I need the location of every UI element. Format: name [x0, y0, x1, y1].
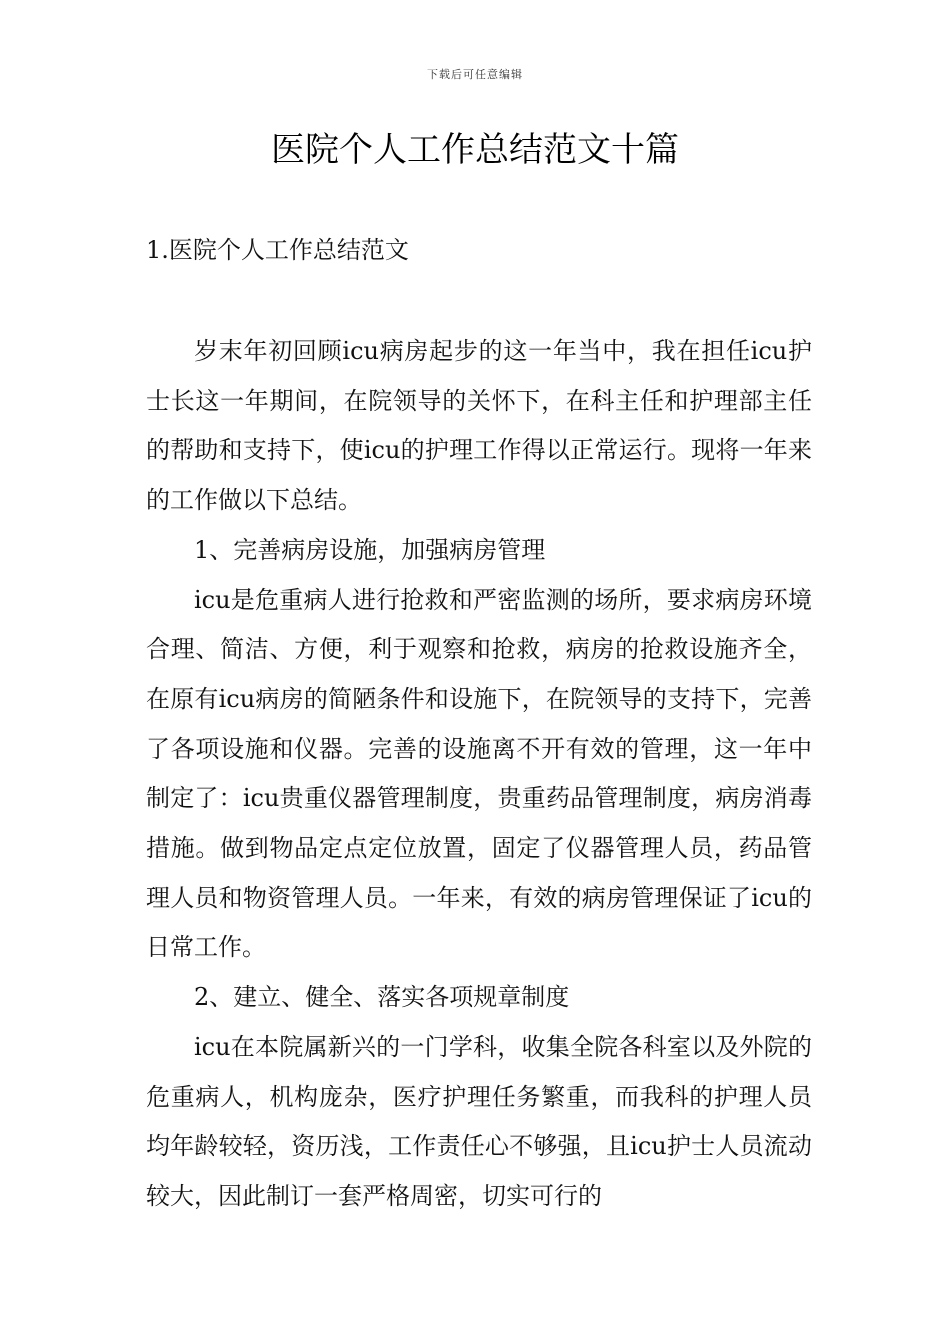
paragraph-2: icu在本院属新兴的一门学科，收集全院各科室以及外院的危重病人，机构庞杂，医疗护理任务繁重，而我科的护理人员均年龄较轻，资历浅，工作责任心不够强，且icu护士人员流动较大，因此制订一套严格周密，切实可行的	[146, 1032, 812, 1210]
paragraph-intro: 岁末年初回顾icu病房起步的这一年当中，我在担任icu护士长这一年期间，在院领导的关怀下，在科主任和护理部主任的帮助和支持下，使icu的护理工作得以正常运行。现将一年来的工作做以下总结。	[146, 337, 812, 515]
header-note: 下载后可任意编辑	[427, 68, 523, 81]
document-title: 医院个人工作总结范文十篇	[271, 130, 679, 170]
body-text	[146, 327, 812, 1222]
subheading-2: 2、建立、健全、落实各项规章制度	[194, 983, 570, 1012]
section-heading: 1.医院个人工作总结范文	[146, 236, 409, 264]
paragraph-1: icu是危重病人进行抢救和严密监测的场所，要求病房环境合理、简洁、方便，利于观察和抢救，病房的抢救设施齐全，在原有icu病房的简陋条件和设施下，在院领导的支持下，完善了各项设施和仪器。完善的设施离不开有效的管理，这一年中制定了：icu贵重仪器管理制度，贵重药品管理制度，病房消毒措施。做到物品定点定位放置，固定了仪器管理人员，药品管理人员和物资管理人员。一年来，有效的病房管理保证了icu的日常工作。	[146, 585, 812, 962]
subheading-1: 1、完善病房设施，加强病房管理	[194, 535, 546, 564]
